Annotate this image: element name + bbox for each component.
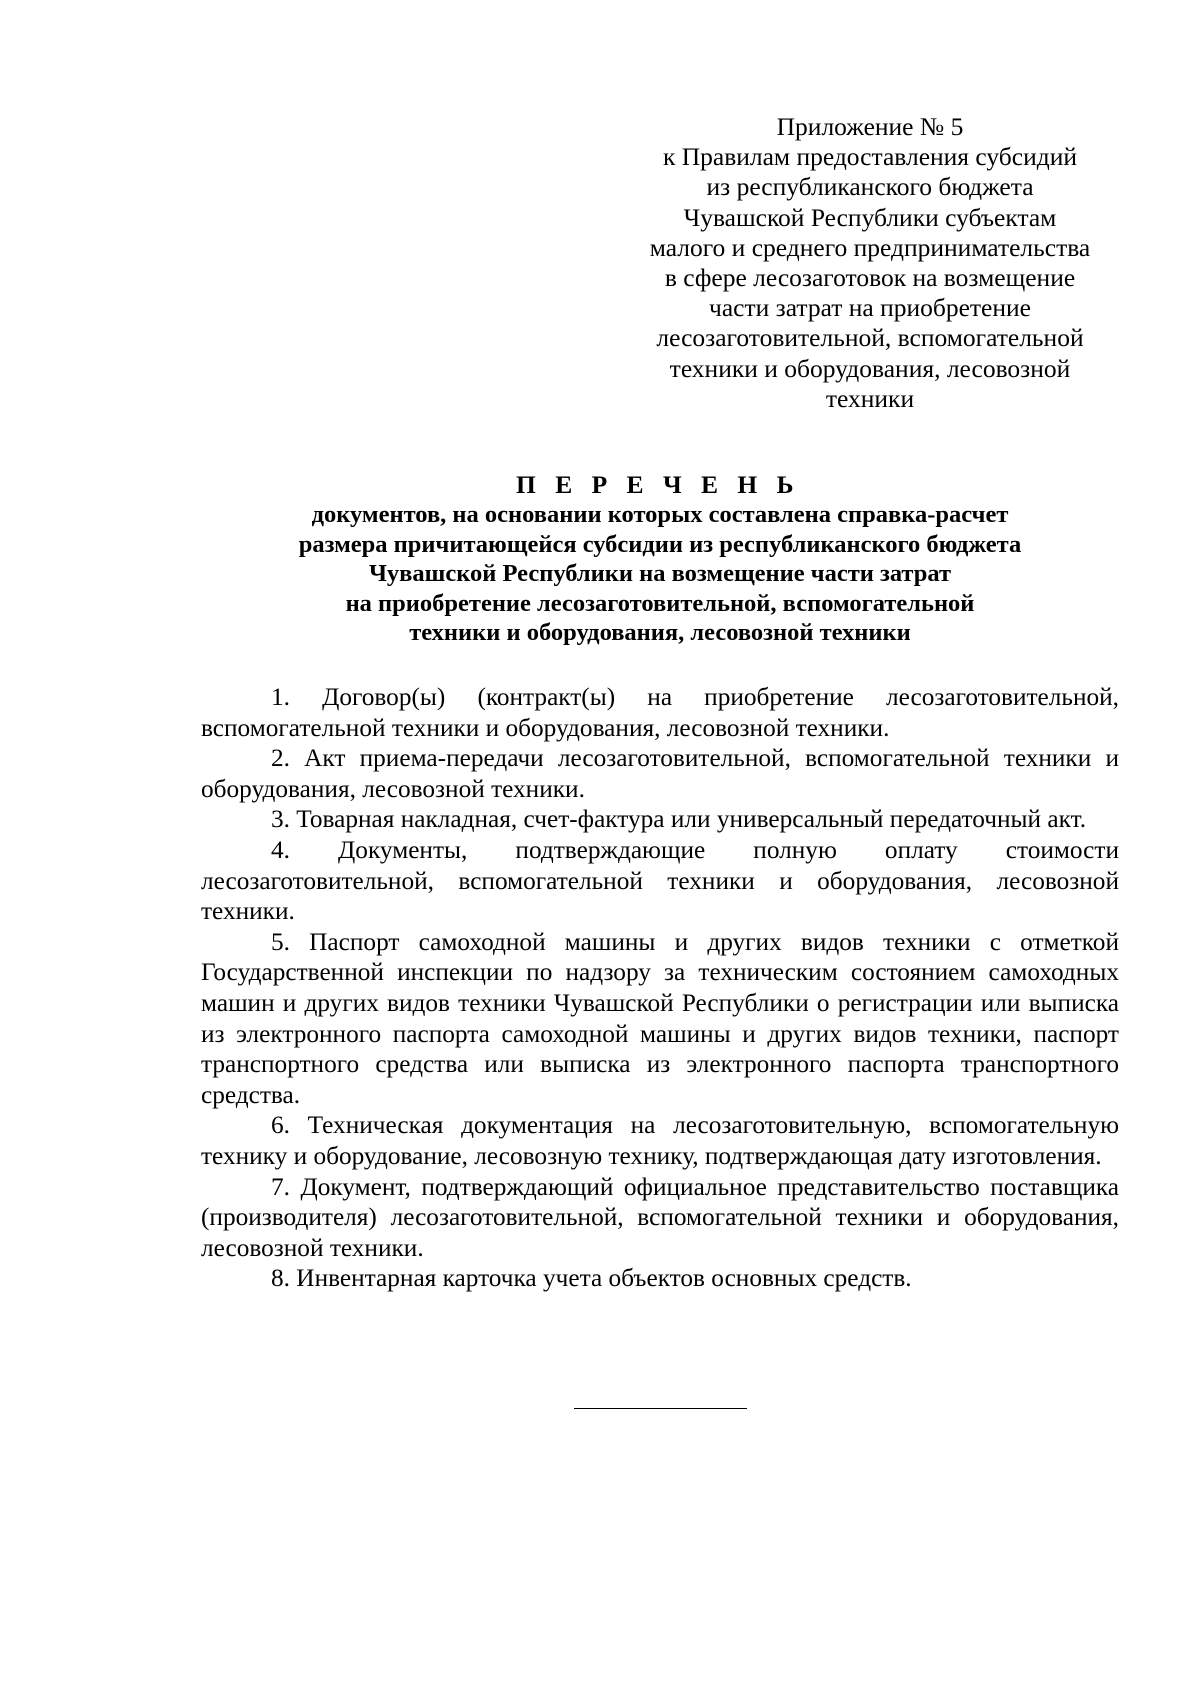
title-subtitle-line: документов, на основании которых составлена справка-расчет (311, 501, 1009, 528)
document-title (200, 470, 1120, 648)
title-subtitle-line: техники и оборудования, лесовозной техники (409, 619, 911, 647)
appendix-line: малого и среднего предпринимательства (649, 232, 1091, 262)
list-item: 5. Паспорт самоходной машины и других видов техники с отметкой Государственной инспекции по надзору за техническим состоянием самоходных машин и других видов техники Чувашской Республики о регистрации или выписка из электронного паспорта самоходной машины и других видов техники, паспорт транспортного средства или выписка из электронного паспорта транспортного средства. (201, 927, 1119, 1109)
end-divider (574, 1408, 747, 1409)
appendix-line: Чувашской Республики субъектам (683, 202, 1057, 232)
appendix-line: в сфере лесозаготовок на возмещение (664, 263, 1076, 293)
appendix-line: части затрат на приобретение (709, 293, 1031, 323)
documents-list (201, 682, 1119, 1294)
appendix-header (640, 112, 1100, 414)
title-subtitle-line: на приобретение лесозаготовительной, вспомогательной (345, 589, 975, 617)
title-heading: П Е Р Е Ч Е Н Ь (516, 470, 800, 499)
appendix-line: к Правилам предоставления субсидий (662, 142, 1078, 172)
list-item: 4. Документы, подтверждающие полную оплату стоимости лесозаготовительной, вспомогательной техники и оборудования, лесовозной техники. (201, 835, 1119, 926)
appendix-line: техники (825, 383, 915, 413)
appendix-line: Приложение № 5 (776, 112, 964, 141)
appendix-line: лесозаготовительной, вспомогательной (656, 323, 1084, 353)
list-item: 8. Инвентарная карточка учета объектов основных средств. (271, 1264, 912, 1293)
list-item: 2. Акт приема-передачи лесозаготовительной, вспомогательной техники и оборудования, лесовозной техники. (201, 744, 1119, 803)
list-item: 6. Техническая документация на лесозаготовительную, вспомогательную технику и оборудование, лесовозную технику, подтверждающая дату изготовления. (201, 1111, 1119, 1170)
list-item: 7. Документ, подтверждающий официальное представительство поставщика (производителя) лесозаготовительной, вспомогательной техники и оборудования, лесовозной техники. (201, 1172, 1119, 1262)
title-subtitle-line: размера причитающейся субсидии из республиканского бюджета (298, 530, 1022, 558)
title-subtitle-line: Чувашской Республики на возмещение части затрат (368, 560, 952, 588)
list-item: 3. Товарная накладная, счет-фактура или универсальный передаточный акт. (271, 805, 1087, 834)
appendix-line: техники и оборудования, лесовозной (669, 353, 1071, 383)
appendix-line: из республиканского бюджета (706, 172, 1034, 202)
list-item: 1. Договор(ы) (контракт(ы) на приобретение лесозаготовительной, вспомогательной техники и оборудования, лесовозной техники. (201, 683, 1119, 742)
